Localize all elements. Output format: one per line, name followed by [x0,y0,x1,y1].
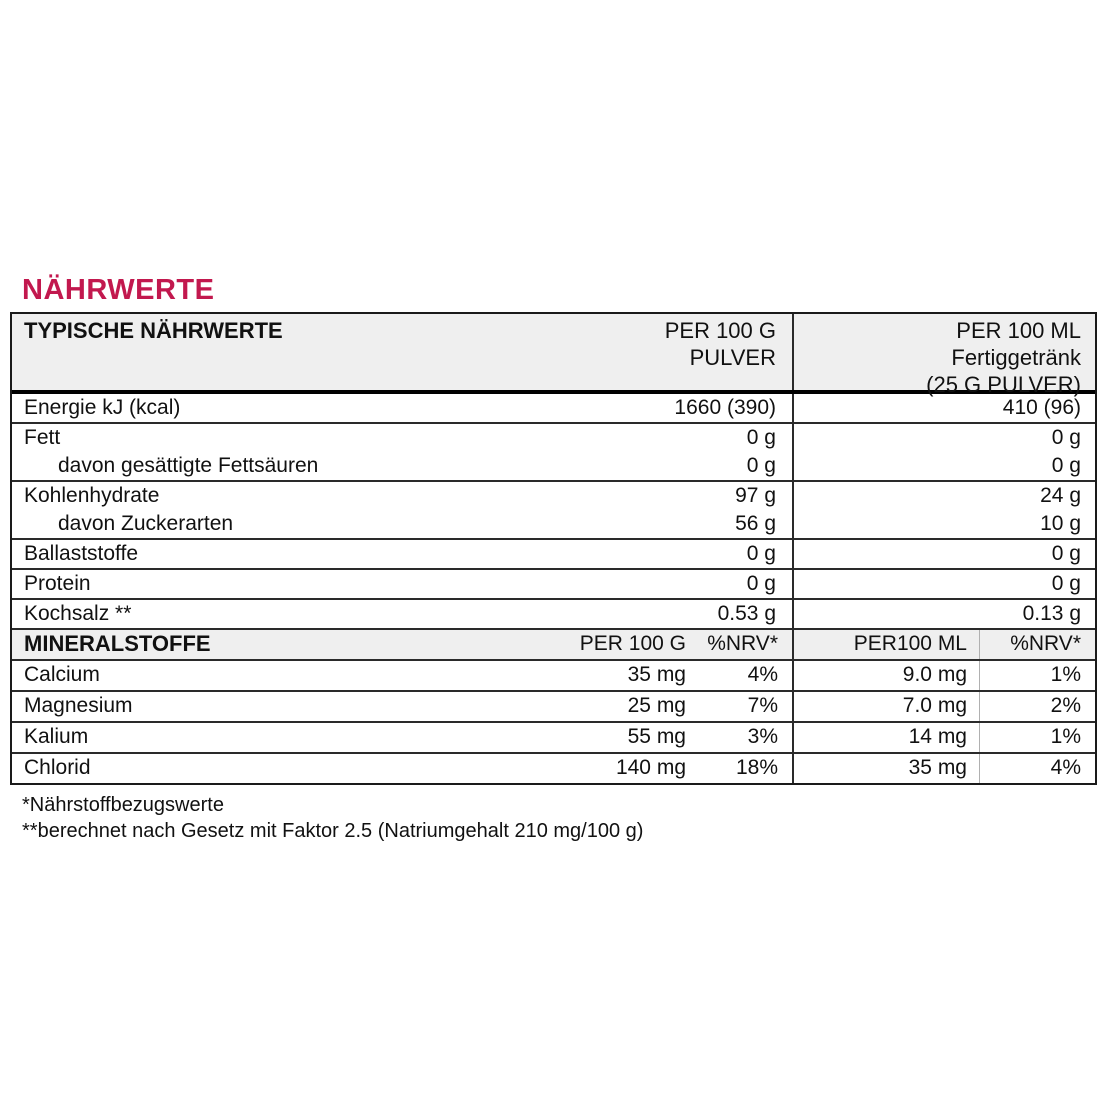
value-per-100g: 0.53 g [717,602,776,625]
column-header-per-100g-pulver [665,314,792,390]
value-nrv-g: 3% [747,725,778,748]
value-per-100g: 35 mg [627,663,686,686]
minerals-header-row [12,630,1095,659]
value-per-100g: 97 g [735,484,776,507]
table-row-calcium [12,661,1095,690]
value-nrv-g: 7% [747,694,778,717]
row-label: Ballaststoffe [24,542,139,565]
table-row-kalium [12,723,1095,752]
value-nrv-ml: 1% [979,661,1095,690]
row-label: davon Zuckerarten [58,512,234,535]
row-group-energie [12,394,1095,424]
row-label: Calcium [24,663,100,686]
value-per-100g: 140 mg [615,756,686,779]
nutrition-table [10,312,1097,785]
row-group-protein [12,570,1095,600]
value-nrv-ml: 2% [979,692,1095,721]
table-row-chlorid [12,754,1095,783]
table-row-kochsalz [12,600,1095,628]
content-area [10,274,1097,844]
value-per-100ml: 0.13 g [792,600,1095,628]
value-nrv-ml: 1% [979,723,1095,752]
value-per-100ml: 9.0 mg [902,663,967,686]
row-group-kohlenhydrate [12,482,1095,540]
value-per-100ml: 0 g [792,540,1095,568]
value-per-100g: 55 mg [627,725,686,748]
per-100g-line1: PER 100 G [664,318,776,343]
value-per-100ml: 24 g [792,482,1095,510]
row-label: Kochsalz ** [24,602,132,625]
table-header-row [12,314,1095,397]
minerals-col-header-nrv-g: %NRV* [707,632,778,655]
table-row-energie [12,394,1095,422]
row-group-magnesium [12,692,1095,723]
row-group-kalium [12,723,1095,754]
table-row-zuckerarten [12,510,1095,538]
minerals-section-title: MINERALSTOFFE [24,631,211,656]
row-label: Energie kJ (kcal) [24,396,181,419]
value-per-100ml: 0 g [792,570,1095,598]
table-row-protein [12,570,1095,598]
value-per-100g: 1660 (390) [674,396,776,419]
header-left-section [12,314,792,390]
row-label: Magnesium [24,694,133,717]
footnotes [22,792,1097,844]
value-per-100g: 0 g [746,454,776,477]
value-nrv-ml: 4% [979,754,1095,783]
value-per-100ml: 0 g [792,424,1095,452]
value-nrv-g: 4% [747,663,778,686]
row-label: Kohlenhydrate [24,484,160,507]
row-group-fett [12,424,1095,482]
row-label: Chlorid [24,756,91,779]
row-group-kochsalz [12,600,1095,630]
value-per-100ml: 10 g [792,510,1095,538]
value-per-100ml: 35 mg [908,756,967,779]
table-row-fett [12,424,1095,452]
value-per-100ml: 14 mg [908,725,967,748]
footnote-salt-calculation: **berechnet nach Gesetz mit Faktor 2.5 (Natriumgehalt 210 mg/100 g) [22,820,644,842]
value-per-100ml: 7.0 mg [902,694,967,717]
row-label: davon gesättigte Fettsäuren [58,454,319,477]
row-group-minerals-header [12,630,1095,661]
row-group-chlorid [12,754,1095,783]
row-label: Fett [24,426,61,449]
per-100ml-line2: Fertiggetränk [951,345,1081,370]
row-group-ballaststoffe [12,540,1095,570]
value-per-100g: 0 g [746,572,776,595]
value-nrv-g: 18% [735,756,778,779]
value-per-100g: 0 g [746,542,776,565]
row-group-calcium [12,661,1095,692]
column-header-per-100ml-fertiggetraenk [792,314,1095,397]
table-row-magnesium [12,692,1095,721]
per-100ml-line1: PER 100 ML [956,318,1081,343]
row-label: Protein [24,572,91,595]
value-per-100ml: 410 (96) [792,394,1095,422]
row-label: Kalium [24,725,89,748]
minerals-col-header-per-100g: PER 100 G [579,632,686,655]
value-per-100ml: 0 g [792,452,1095,480]
table-row-ballaststoffe [12,540,1095,568]
minerals-col-header-nrv-ml: %NRV* [979,630,1095,659]
table-header-title: TYPISCHE NÄHRWERTE [24,318,283,343]
per-100ml-line3: (25 G PULVER) [926,372,1081,397]
value-per-100g: 0 g [746,426,776,449]
per-100g-line2: PULVER [689,345,776,370]
footnote-nrv: *Nährstoffbezugswerte [22,794,224,816]
value-per-100g: 56 g [735,512,776,535]
page-title: NÄHRWERTE [22,274,215,306]
table-row-gesaettigte-fettsaeuren [12,452,1095,480]
minerals-col-header-per-100ml: PER100 ML [853,632,967,655]
value-per-100g: 25 mg [627,694,686,717]
table-row-kohlenhydrate [12,482,1095,510]
